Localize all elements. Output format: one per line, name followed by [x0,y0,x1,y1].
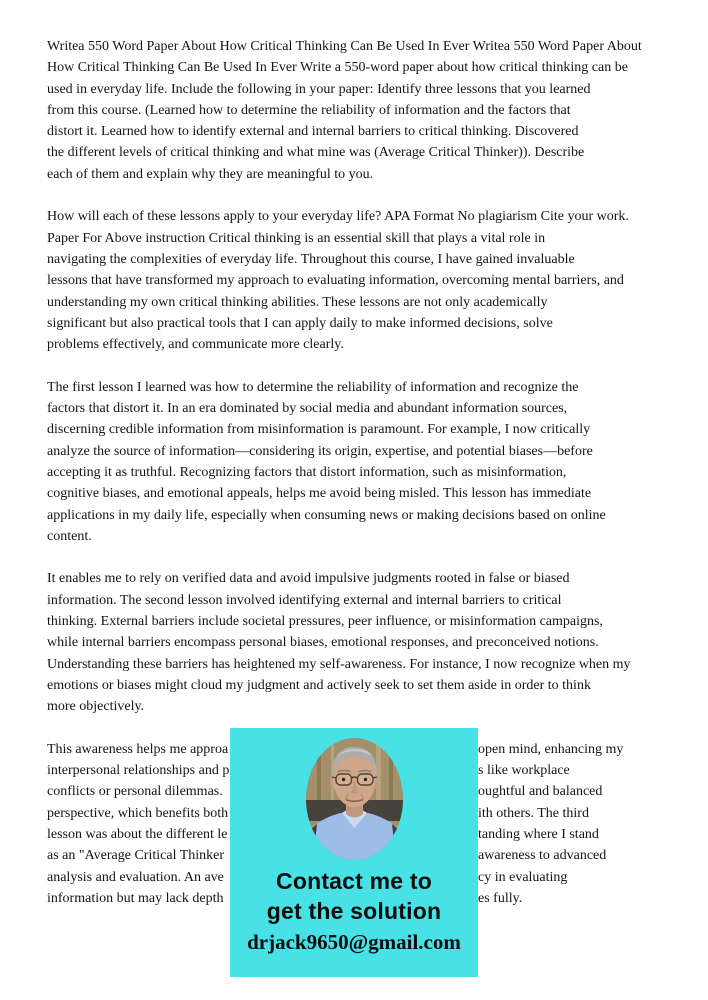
text-line: navigating the complexities of everyday life. Throughout this course, I have gained invaluable [47,251,575,267]
text-fragment-right: open mind, enhancing my [478,741,624,757]
text-line: Writea 550 Word Paper About How Critical Thinking Can Be Used In Ever Writea 550 Word Paper About [47,39,642,54]
text-line: the different levels of critical thinking and what mine was (Average Critical Thinker)). Describe [47,145,585,161]
text-fragment-right: es fully. [478,890,523,906]
text-line: each of them and explain why they are meaningful to you. [47,166,374,182]
text-fragment-left: information but may lack depth [47,890,224,906]
text-line: significant but also practical tools that I can apply daily to make informed decisions, solve [47,315,553,331]
text-fragment-right: cy in evaluating [478,869,568,885]
text-fragment-left: interpersonal relationships and p [47,763,230,779]
text-fragment-left: This awareness helps me approa [47,741,229,757]
text-line: content. [47,528,92,544]
text-fragment-left: as an "Average Critical Thinker [47,848,225,864]
text-fragment-left: analysis and evaluation. An ave [47,869,224,885]
text-line: distort it. Learned how to identify external and internal barriers to critical thinking. Discovered [47,124,579,140]
text-line: Paper For Above instruction Critical thinking is an essential skill that plays a vital role in [47,230,546,246]
paragraph-2 [47,206,669,355]
text-line: thinking. External barriers include societal pressures, peer influence, or misinformation campaigns, [47,614,603,630]
text-line: discerning credible information from misinformation is paramount. For example, I now critically [47,422,591,438]
text-line: It enables me to rely on verified data and avoid impulsive judgments rooted in false or biased [47,571,570,587]
text-line: The first lesson I learned was how to determine the reliability of information and recognize the [47,379,579,395]
portrait-photo-graphic [306,738,403,860]
text-line: How Critical Thinking Can Be Used In Ever Write a 550-word paper about how critical thinking can be [47,60,628,76]
text-fragment-right: s like workplace [478,763,570,779]
text-line: understanding my own critical thinking abilities. These lessons are not only academically [47,294,548,310]
text-line: How will each of these lessons apply to your everyday life? APA Format No plagiarism Cite your work. [47,209,629,225]
paragraph-1 [47,36,669,185]
text-line: information. The second lesson involved identifying external and internal barriers to critical [47,592,562,608]
text-line: while internal barriers encompass personal biases, emotional responses, and preconceived notions. [47,635,599,651]
text-fragment-right: ith others. The third [478,805,589,821]
text-line: problems effectively, and communicate more clearly. [47,337,344,353]
contact-ad-overlay [230,728,478,977]
text-line: cognitive biases, and emotional appeals, helps me avoid being misled. This lesson has immediate [47,486,592,502]
text-fragment-right: oughtful and balanced [478,784,603,800]
text-fragment-left: conflicts or personal dilemmas. [47,784,223,800]
paragraph-3 [47,377,669,547]
text-fragment-right: tanding where I stand [478,826,599,842]
paragraph-4 [47,568,669,717]
text-fragment-left: lesson was about the different le [47,826,228,842]
text-line: analyze the source of information—considering its origin, expertise, and potential biases—before [47,443,593,459]
ad-heading-line1: Contact me to [276,868,432,894]
ad-heading [230,866,478,926]
text-line: Understanding these barriers has heightened my self-awareness. For instance, I now recognize when my [47,656,631,672]
text-line: emotions or biases might cloud my judgment and actively seek to set them aside in order to think [47,677,591,693]
text-fragment-left: perspective, which benefits both [47,805,229,821]
text-line: applications in my daily life, especially when consuming news or making decisions based on online [47,507,606,523]
text-fragment-right: awareness to advanced [478,848,607,864]
text-line: from this course. (Learned how to determine the reliability of information and the factors that [47,102,571,118]
text-line: more objectively. [47,699,145,715]
ad-heading-line2: get the solution [266,898,442,924]
text-line: factors that distort it. In an era dominated by social media and abundant information sources, [47,401,568,417]
portrait-photo [306,738,403,860]
text-line: used in everyday life. Include the following in your paper: Identify three lessons that you learned [47,81,591,97]
ad-email: drjack9650@gmail.com [247,930,461,954]
text-line: lessons that have transformed my approach to evaluating information, overcoming mental barriers, and [47,273,624,289]
text-line: accepting it as truthful. Recognizing factors that distort information, such as misinformation, [47,464,567,480]
